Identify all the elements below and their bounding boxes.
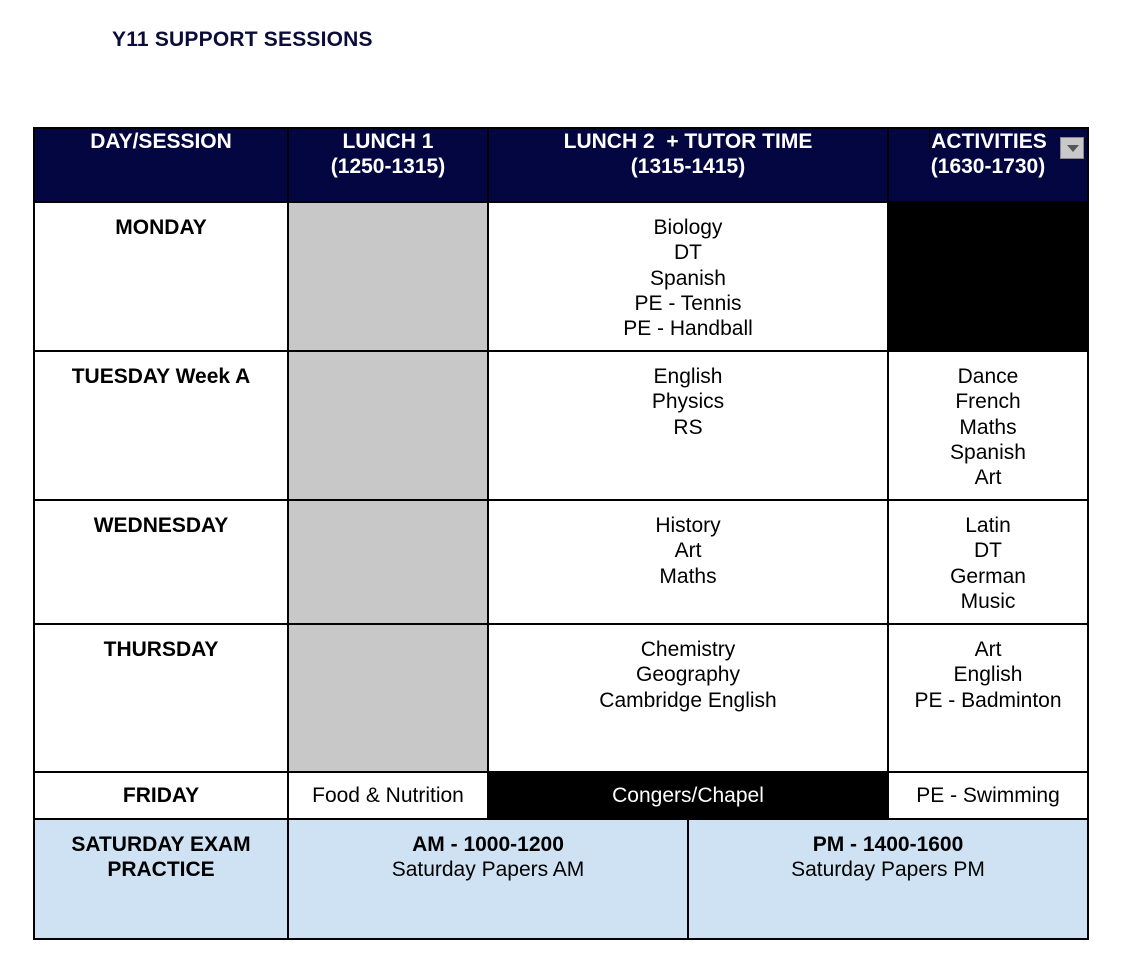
header-activities: ACTIVITIES (1630-1730) [888, 128, 1088, 202]
day-thursday: THURSDAY [34, 624, 288, 772]
thursday-lunch1 [288, 624, 488, 772]
tuesday-lunch1 [288, 351, 488, 500]
list-item: PE - Badminton [914, 688, 1062, 712]
list-item: Art [974, 638, 1002, 661]
wednesday-activities [888, 500, 1088, 624]
row-saturday [34, 819, 1088, 939]
day-friday: FRIDAY [34, 772, 288, 819]
tuesday-lunch2 [488, 351, 888, 500]
friday-lunch1: Food & Nutrition [288, 772, 488, 819]
monday-activities [888, 202, 1088, 351]
list-item: History [655, 514, 721, 537]
list-item: German [950, 564, 1026, 588]
row-wednesday [34, 500, 1088, 624]
friday-lunch2: Congers/Chapel [488, 772, 888, 819]
saturday-pm: PM - 1400-1600 Saturday Papers PM [688, 819, 1088, 939]
row-friday [34, 772, 1088, 819]
monday-lunch2 [488, 202, 888, 351]
list-item: Art [674, 539, 702, 563]
list-item: DT [974, 539, 1002, 563]
saturday-am: AM - 1000-1200 Saturday Papers AM [288, 819, 688, 939]
list-item: English [953, 663, 1023, 687]
list-item: Physics [651, 390, 725, 414]
list-item: Maths [659, 564, 717, 588]
list-item: Latin [965, 514, 1011, 537]
list-item: Art [974, 466, 1002, 490]
list-item: PE - Handball [623, 317, 753, 341]
wednesday-lunch1 [288, 500, 488, 624]
page-title: Y11 SUPPORT SESSIONS [112, 28, 373, 51]
list-item: PE - Tennis [634, 291, 742, 315]
list-item: English [653, 365, 723, 388]
list-item: DT [674, 241, 702, 265]
friday-activities: PE - Swimming [888, 772, 1088, 819]
day-saturday: SATURDAY EXAM PRACTICE [34, 819, 288, 939]
row-thursday [34, 624, 1088, 772]
list-item: Maths [959, 415, 1017, 439]
list-item: Chemistry [640, 638, 736, 661]
day-tuesday: TUESDAY Week A [34, 351, 288, 500]
sessions-table [33, 127, 1089, 940]
thursday-lunch2 [488, 624, 888, 772]
list-item: RS [673, 415, 703, 439]
header-day: DAY/SESSION [34, 128, 288, 202]
list-item: Music [960, 589, 1016, 613]
list-item: Spanish [650, 266, 726, 290]
tuesday-activities [888, 351, 1088, 500]
header-lunch2: LUNCH 2 + TUTOR TIME (1315-1415) [488, 128, 888, 202]
thursday-activities [888, 624, 1088, 772]
list-item: Cambridge English [599, 688, 777, 712]
monday-lunch1 [288, 202, 488, 351]
list-item: Geography [636, 663, 740, 687]
row-monday [34, 202, 1088, 351]
list-item: Spanish [950, 440, 1026, 464]
day-wednesday: WEDNESDAY [34, 500, 288, 624]
list-item: French [955, 390, 1021, 414]
wednesday-lunch2 [488, 500, 888, 624]
day-monday: MONDAY [34, 202, 288, 351]
row-tuesday [34, 351, 1088, 500]
chevron-down-icon[interactable] [1060, 137, 1084, 159]
header-lunch1: LUNCH 1 (1250-1315) [288, 128, 488, 202]
header-row [34, 128, 1088, 202]
list-item: Biology [653, 216, 723, 239]
list-item: Dance [957, 365, 1019, 388]
